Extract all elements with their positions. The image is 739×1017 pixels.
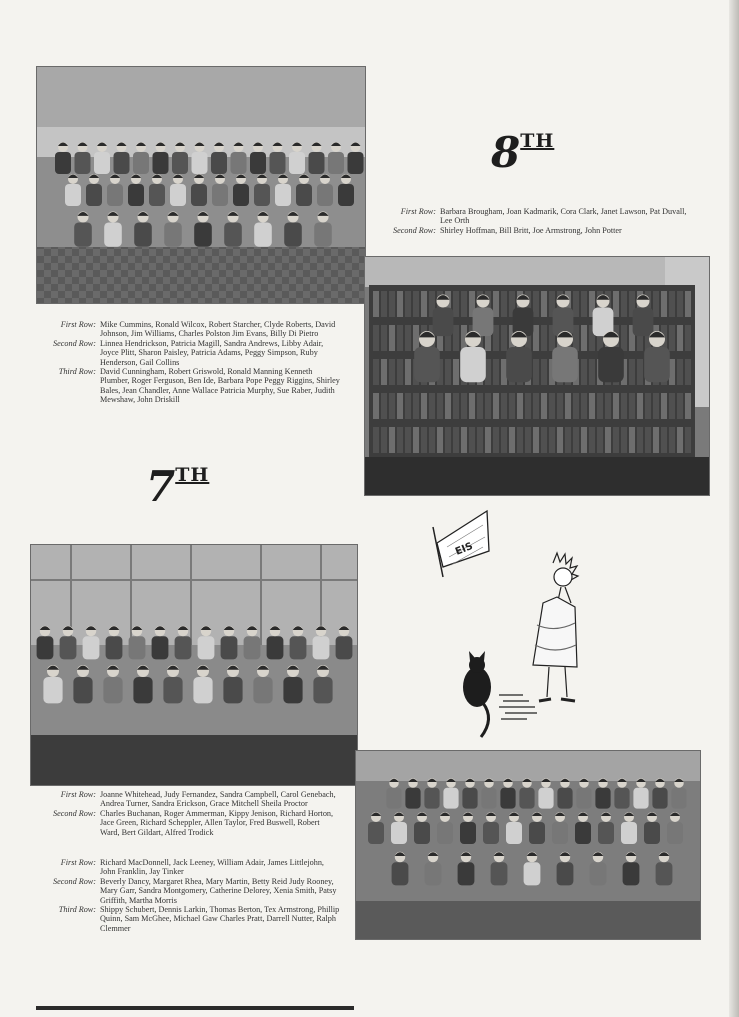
row-names: Mike Cummins, Ronald Wilcox, Robert Starcher, Clyde Roberts, David Johnson, Jim Williams, Charles Polston Jim Evans, Billy Di Pietro bbox=[100, 320, 336, 339]
caption-row bbox=[38, 809, 340, 837]
row-label: Second Row: bbox=[53, 808, 96, 818]
caption-row bbox=[38, 790, 340, 809]
class-photo-grade-8 bbox=[364, 256, 710, 496]
row-label: First Row: bbox=[60, 790, 96, 799]
caption-row bbox=[42, 367, 342, 405]
caption-top-left bbox=[42, 320, 342, 405]
row-label: Third Row: bbox=[58, 905, 96, 915]
row-label: Second Row: bbox=[53, 338, 96, 348]
grade-8-suffix: TH bbox=[520, 130, 555, 152]
cartoon-illustration bbox=[425, 505, 595, 745]
row-names: David Cunningham, Robert Griswold, Ronald Manning Kenneth Plumber, Roger Ferguson, Ben Ide, Barbara Pope Peggy Riggins, Shirley Bales, Jean Chandler, Anne Wallace Patricia Murphy, Sue Raber, Judith Mewshaw, John Driskill bbox=[100, 367, 340, 405]
row-names: Beverly Dancy, Margaret Rhea, Mary Martin, Betty Reid Judy Rooney, Mary Garr, Sandra Montgomery, Catherine Delorey, Xenia Smith, Patsy Griffith, Martha Morris bbox=[100, 876, 337, 905]
cartoon-drawing bbox=[425, 505, 595, 745]
row-label: Second Row: bbox=[393, 225, 436, 235]
class-photo-bottom-left bbox=[30, 544, 358, 786]
caption-row bbox=[38, 905, 340, 933]
class-photo-bottom-right bbox=[355, 750, 701, 940]
page-edge bbox=[729, 0, 739, 1017]
grade-8-caption bbox=[382, 207, 698, 235]
grade-7-heading bbox=[146, 462, 210, 511]
grade-8-number: 8 bbox=[491, 128, 521, 177]
row-names: Joanne Whitehead, Judy Fernandez, Sandra Campbell, Carol Genebach, Andrea Turner, Sandra Erickson, Grace Mitchell Sheila Proctor bbox=[100, 790, 336, 809]
row-names: Charles Buchanan, Roger Ammerman, Kippy Jenison, Richard Horton, Jace Green, Richard Scheppler, Allen Taylor, Fred Buswell, Robert Ward, Bert Gildart, Alfred Trodick bbox=[100, 808, 334, 837]
caption-bottom-left-a bbox=[38, 790, 340, 837]
caption-row bbox=[38, 858, 340, 877]
row-names: Linnea Hendrickson, Patricia Magill, Sandra Andrews, Libby Adair, Joyce Plitt, Sharon Paisley, Patricia Adams, Peggy Simpson, Ruby Henderson, Gail Collins bbox=[100, 338, 324, 367]
class-photo-top-left bbox=[36, 66, 366, 304]
caption-row bbox=[382, 207, 698, 226]
row-label: First Row: bbox=[60, 858, 96, 867]
row-names: Shirley Hoffman, Bill Britt, Joe Armstrong, John Potter bbox=[440, 225, 622, 235]
bottom-rule bbox=[36, 1006, 354, 1010]
caption-row bbox=[382, 226, 698, 235]
row-label: Second Row: bbox=[53, 876, 96, 886]
grade-8-heading bbox=[491, 128, 555, 177]
caption-row bbox=[42, 320, 342, 339]
grade-7-number: 7 bbox=[146, 462, 176, 511]
caption-bottom-left-b bbox=[38, 858, 340, 933]
caption-row bbox=[38, 877, 340, 905]
row-names: Richard MacDonnell, Jack Leeney, William Adair, James Littlejohn, John Franklin, Jay Tinker bbox=[100, 858, 324, 877]
row-label: Third Row: bbox=[58, 367, 96, 377]
row-names: Shippy Schubert, Dennis Larkin, Thomas Berton, Tex Armstrong, Phillip Quinn, Sam McGhee, Michael Gaw Charles Pratt, Darrell Nutter, Ralph Clemmer bbox=[100, 905, 340, 933]
grade-7-suffix: TH bbox=[175, 464, 210, 486]
caption-row bbox=[42, 339, 342, 367]
row-label: First Row: bbox=[400, 207, 436, 216]
row-names: Barbara Brougham, Joan Kadmarik, Cora Clark, Janet Lawson, Pat Duvall, Lee Orth bbox=[440, 207, 687, 226]
row-label: First Row: bbox=[60, 320, 96, 329]
flag-lettering: EIS bbox=[453, 540, 475, 558]
